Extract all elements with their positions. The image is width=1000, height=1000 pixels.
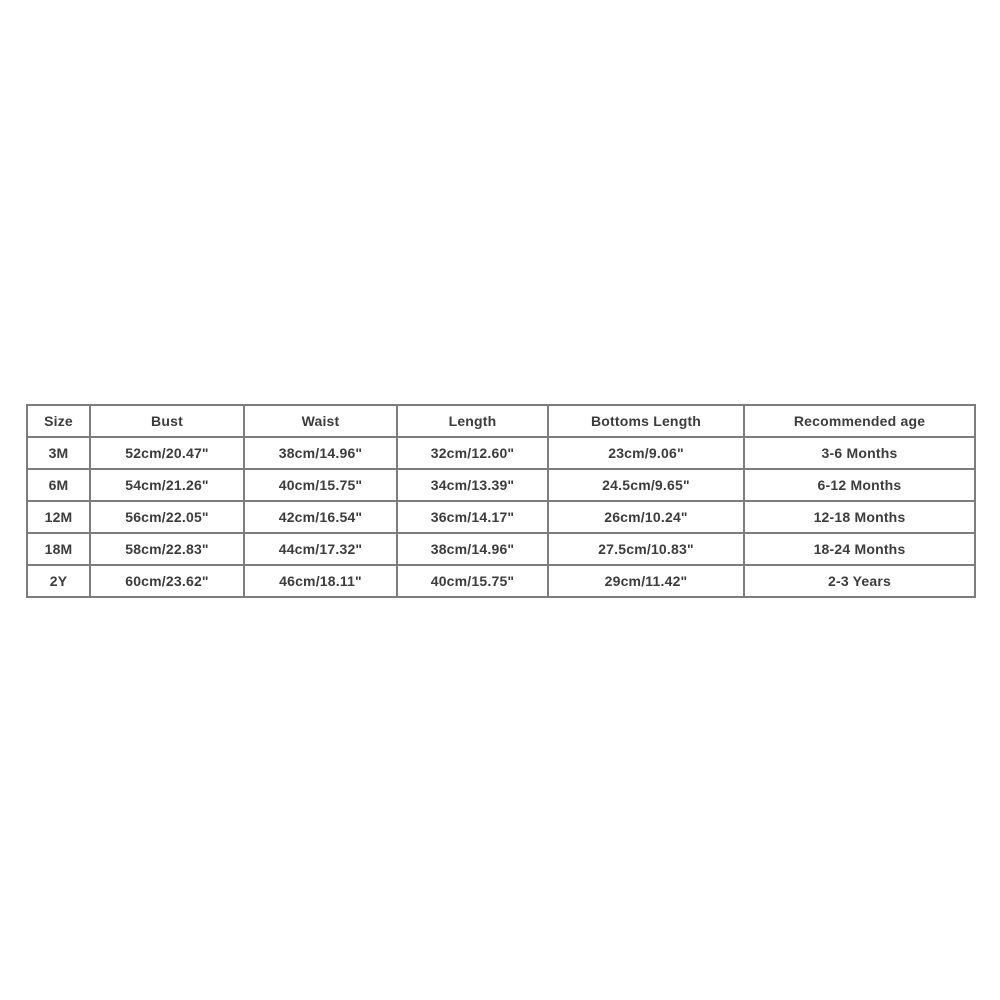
- header-cell-waist: Waist: [244, 405, 397, 437]
- cell-waist: 44cm/17.32": [244, 533, 397, 565]
- cell-size: 3M: [27, 437, 90, 469]
- cell-length: 40cm/15.75": [397, 565, 548, 597]
- cell-size: 12M: [27, 501, 90, 533]
- header-cell-length: Length: [397, 405, 548, 437]
- cell-bust: 56cm/22.05": [90, 501, 244, 533]
- header-cell-recommended-age: Recommended age: [744, 405, 975, 437]
- cell-bust: 58cm/22.83": [90, 533, 244, 565]
- cell-bottoms-length: 29cm/11.42": [548, 565, 744, 597]
- table-row: [27, 469, 975, 501]
- cell-length: 36cm/14.17": [397, 501, 548, 533]
- cell-size: 2Y: [27, 565, 90, 597]
- table-row: [27, 565, 975, 597]
- cell-waist: 38cm/14.96": [244, 437, 397, 469]
- cell-bust: 60cm/23.62": [90, 565, 244, 597]
- header-cell-bottoms-length: Bottoms Length: [548, 405, 744, 437]
- header-cell-bust: Bust: [90, 405, 244, 437]
- size-chart-table: [26, 404, 976, 598]
- table-row: [27, 533, 975, 565]
- cell-length: 38cm/14.96": [397, 533, 548, 565]
- table-row: [27, 437, 975, 469]
- cell-recommended-age: 6-12 Months: [744, 469, 975, 501]
- cell-recommended-age: 2-3 Years: [744, 565, 975, 597]
- cell-waist: 40cm/15.75": [244, 469, 397, 501]
- cell-waist: 46cm/18.11": [244, 565, 397, 597]
- cell-bottoms-length: 24.5cm/9.65": [548, 469, 744, 501]
- cell-bottoms-length: 23cm/9.06": [548, 437, 744, 469]
- cell-bottoms-length: 27.5cm/10.83": [548, 533, 744, 565]
- cell-size: 18M: [27, 533, 90, 565]
- cell-recommended-age: 12-18 Months: [744, 501, 975, 533]
- cell-length: 32cm/12.60": [397, 437, 548, 469]
- cell-bust: 52cm/20.47": [90, 437, 244, 469]
- table-header-row: [27, 405, 975, 437]
- table-row: [27, 501, 975, 533]
- header-cell-size: Size: [27, 405, 90, 437]
- cell-bottoms-length: 26cm/10.24": [548, 501, 744, 533]
- cell-size: 6M: [27, 469, 90, 501]
- cell-recommended-age: 18-24 Months: [744, 533, 975, 565]
- cell-length: 34cm/13.39": [397, 469, 548, 501]
- cell-recommended-age: 3-6 Months: [744, 437, 975, 469]
- cell-waist: 42cm/16.54": [244, 501, 397, 533]
- cell-bust: 54cm/21.26": [90, 469, 244, 501]
